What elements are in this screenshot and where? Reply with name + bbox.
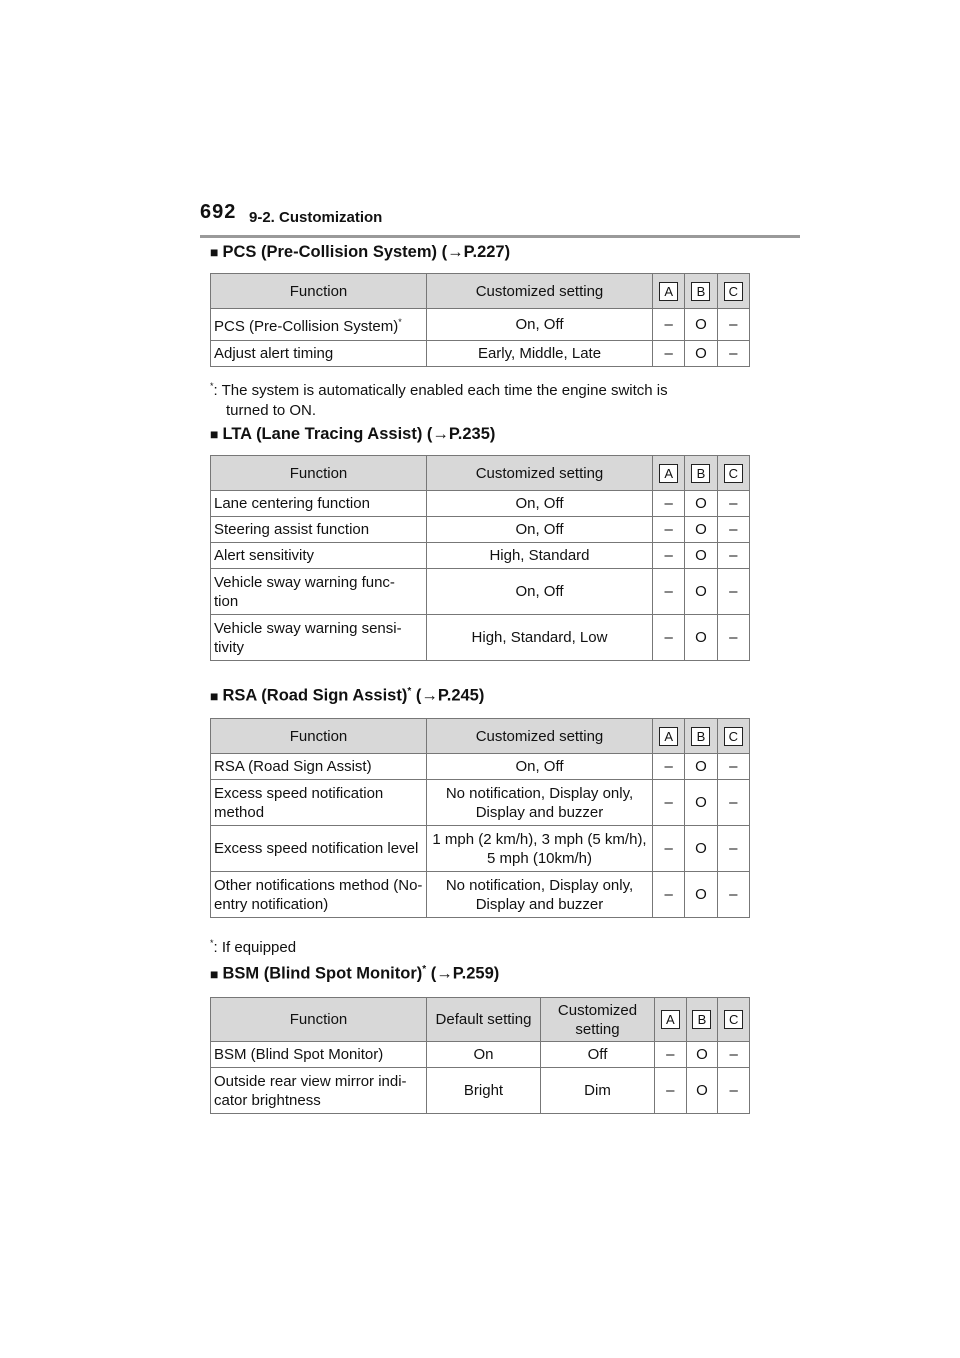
marker-a-icon: A — [659, 727, 678, 746]
pcs-heading: ■ PCS (Pre-Collision System) (→P.227) — [210, 243, 511, 261]
lta-heading: ■ LTA (Lane Tracing Assist) (→P.235) — [210, 425, 496, 443]
table-row: Excess speed notification method No notification, Display only, Display and buzzer – O – — [211, 780, 750, 826]
bsm-heading: ■ BSM (Blind Spot Monitor)* (→P.259) — [210, 964, 500, 983]
bsm-table — [210, 997, 750, 1114]
table-row: Adjust alert timing Early, Middle, Late – O – — [211, 341, 750, 367]
table-row: PCS (Pre-Collision System)* On, Off – O – — [211, 309, 750, 341]
header-function: Function — [211, 998, 427, 1042]
header-function: Function — [211, 274, 427, 309]
marker-a-icon: A — [659, 464, 678, 483]
page-ref-link[interactable]: P.259) — [452, 964, 500, 983]
rsa-table — [210, 718, 750, 918]
square-bullet-icon: ■ — [210, 965, 219, 982]
square-bullet-icon: ■ — [210, 687, 219, 704]
table-row: Other notifications method (No-entry notification) No notification, Display only, Display and buzzer – O – — [211, 872, 750, 918]
page-ref-link[interactable]: P.245) — [437, 686, 485, 705]
marker-b-icon: B — [691, 464, 710, 483]
table-row: BSM (Blind Spot Monitor) On Off – O – — [211, 1042, 750, 1068]
header-function: Function — [211, 456, 427, 491]
header-customized: Customized setting — [427, 456, 653, 491]
header-function: Function — [211, 719, 427, 754]
header-a — [653, 274, 685, 309]
header-b — [685, 274, 717, 309]
page-number: 692 — [200, 201, 237, 223]
arrow-icon: → — [421, 686, 438, 705]
rsa-heading: ■ RSA (Road Sign Assist)* (→P.245) — [210, 686, 485, 705]
table-row: Steering assist function On, Off – O – — [211, 517, 750, 543]
marker-c-icon: C — [724, 464, 743, 483]
arrow-icon: → — [436, 964, 453, 983]
marker-b-icon: B — [691, 727, 710, 746]
table-row: Outside rear view mirror indi- cator brightness Bright Dim – O – — [211, 1068, 750, 1114]
page-header — [200, 201, 800, 238]
lta-table — [210, 455, 750, 661]
table-row: Vehicle sway warning func- tion On, Off – O – — [211, 569, 750, 615]
header-default: Default setting — [427, 998, 541, 1042]
page-ref-link[interactable]: P.227) — [463, 243, 511, 261]
arrow-icon: → — [432, 425, 449, 443]
table-row: Excess speed notification level 1 mph (2 km/h), 3 mph (5 km/h), 5 mph (10km/h) – O – — [211, 826, 750, 872]
header-c — [717, 274, 749, 309]
table-header-row — [211, 274, 750, 309]
marker-c-icon: C — [724, 282, 743, 301]
table-row: Alert sensitivity High, Standard – O – — [211, 543, 750, 569]
marker-c-icon: C — [724, 1010, 743, 1029]
table-row: RSA (Road Sign Assist) On, Off – O – — [211, 754, 750, 780]
arrow-icon: → — [447, 243, 464, 261]
header-customized: Customized setting — [427, 719, 653, 754]
square-bullet-icon: ■ — [210, 244, 219, 260]
page-ref-link[interactable]: P.235) — [448, 425, 496, 443]
marker-a-icon: A — [659, 282, 678, 301]
square-bullet-icon: ■ — [210, 426, 219, 442]
table-header-row — [211, 719, 750, 754]
table-row: Lane centering function On, Off – O – — [211, 491, 750, 517]
marker-b-icon: B — [691, 282, 710, 301]
header-customized: Customized setting — [427, 274, 653, 309]
marker-a-icon: A — [661, 1010, 680, 1029]
header-customized: Customized setting — [541, 998, 655, 1042]
marker-c-icon: C — [724, 727, 743, 746]
table-header-row — [211, 998, 750, 1042]
table-row: Vehicle sway warning sensi- tivity High, Standard, Low – O – — [211, 615, 750, 661]
rsa-footnote: *: If equipped — [210, 938, 297, 956]
table-header-row — [211, 456, 750, 491]
marker-b-icon: B — [692, 1010, 711, 1029]
pcs-footnote: *: The system is automatically enabled each time the engine switch is turned to ON. — [210, 381, 668, 419]
pcs-table — [210, 273, 750, 367]
section-title: 9-2. Customization — [249, 209, 383, 226]
